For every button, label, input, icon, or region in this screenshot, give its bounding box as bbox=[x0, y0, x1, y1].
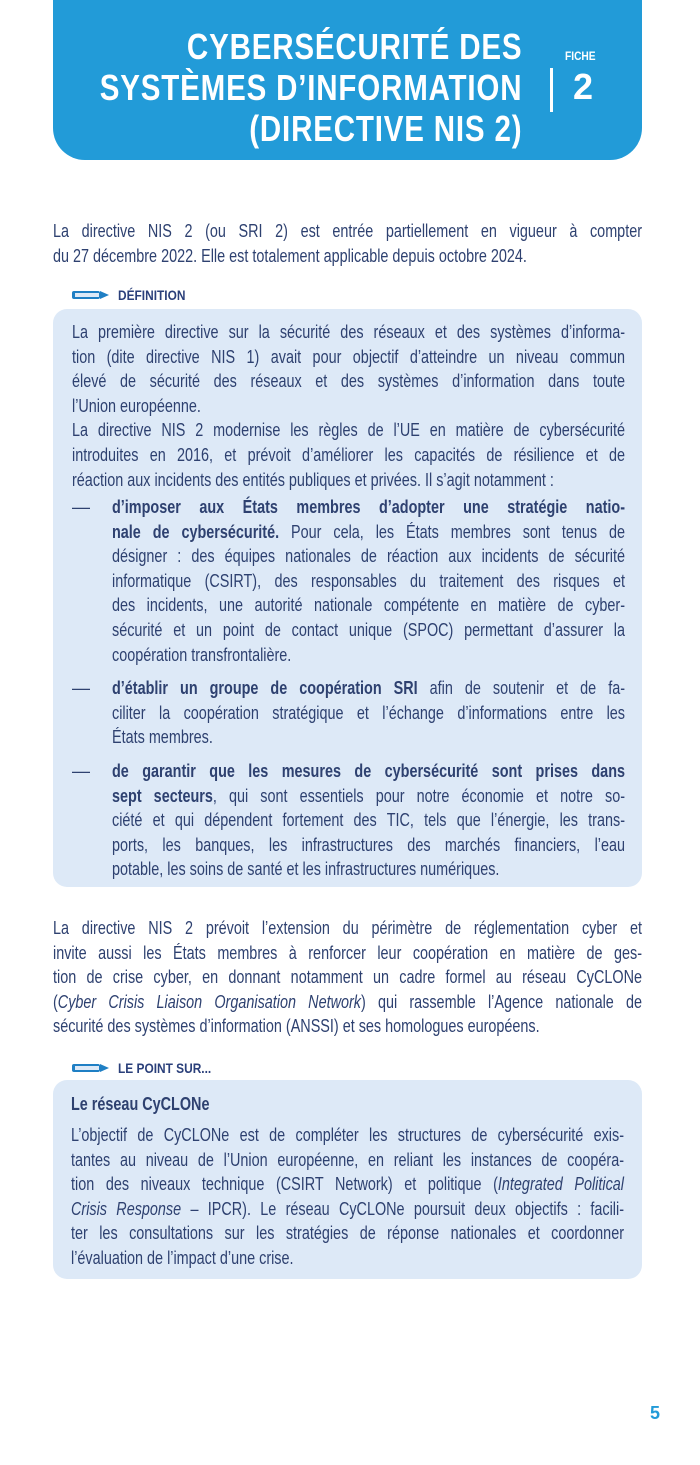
text-segment: Cyber Crisis Liaison Organisation Network bbox=[57, 991, 362, 1012]
text-line bbox=[72, 394, 625, 419]
text-line bbox=[72, 369, 625, 394]
text-line bbox=[53, 244, 642, 269]
text-segment: sécurité des systèmes d’information (ANSSI) et ses homologues européens. bbox=[53, 1016, 540, 1037]
text-line bbox=[53, 916, 642, 941]
text-line bbox=[112, 833, 625, 858]
text-segment: ter les consultations sur les stratégies de réponse nationales et coordonner bbox=[71, 1223, 624, 1244]
text-line bbox=[72, 345, 625, 370]
text-segment: tion de crise cyber, en donnant notamment un cadre formel au réseau CyCLONe bbox=[53, 967, 642, 988]
text-line bbox=[53, 1014, 642, 1039]
pencil-icon bbox=[72, 1063, 110, 1073]
text-segment: potable, les soins de santé et les infrastructures numériques. bbox=[112, 859, 500, 880]
definition-box bbox=[53, 309, 642, 887]
header-banner bbox=[53, 0, 642, 160]
text-segment: désigner : des équipes nationales de réaction aux incidents de sécurité bbox=[112, 546, 625, 567]
text-line bbox=[72, 468, 625, 493]
text-line bbox=[112, 593, 625, 618]
text-segment: tion (dite directive NIS 1) avait pour objectif d’atteindre un niveau commun bbox=[72, 346, 625, 367]
bullet-text bbox=[112, 495, 625, 667]
text-segment: tantes au niveau de l’Union européenne, en reliant les instances de coopéra- bbox=[71, 1149, 624, 1170]
text-segment: États membres. bbox=[112, 727, 213, 748]
text-line bbox=[112, 725, 625, 750]
title-line: SYSTÈMES D’INFORMATION bbox=[99, 67, 522, 108]
fiche-number: 2 bbox=[573, 66, 594, 107]
text-segment: ciliter la coopération stratégique et l’échange d’informations entre les bbox=[112, 702, 625, 723]
text-line bbox=[112, 808, 625, 833]
bullet-dash: — bbox=[72, 678, 90, 699]
point-box bbox=[53, 1080, 642, 1279]
text-line bbox=[112, 643, 625, 668]
text-line bbox=[71, 1246, 624, 1271]
bullet-text bbox=[112, 759, 625, 882]
text-segment: sécurité et un point de contact unique (SPOC) permettant d’assurer la bbox=[112, 619, 625, 640]
text-line bbox=[72, 320, 625, 345]
text-segment: du 27 décembre 2022. Elle est totalement applicable depuis octobre 2024. bbox=[53, 245, 527, 266]
text-segment: l’évaluation de l’impact d’une crise. bbox=[71, 1247, 294, 1268]
page-title bbox=[99, 26, 522, 149]
text-line bbox=[112, 857, 625, 882]
text-segment: de garantir que les mesures de cybersécurité sont prises dans bbox=[112, 761, 625, 781]
text-segment: La directive NIS 2 (ou SRI 2) est entrée partiellement en vigueur à compter bbox=[53, 221, 642, 241]
text-segment: des incidents, une autorité nationale compétente en matière de cyber- bbox=[112, 595, 625, 616]
text-line bbox=[72, 443, 625, 468]
title-line: CYBERSÉCURITÉ DES bbox=[186, 26, 523, 67]
text-segment: informatique (CSIRT), des responsables du traitement des risques et bbox=[112, 570, 625, 591]
text-line bbox=[112, 569, 625, 594]
text-segment: tion des niveaux technique (CSIRT Network) et politique ( bbox=[71, 1174, 498, 1195]
text-line bbox=[71, 1148, 624, 1173]
text-segment: ( bbox=[53, 991, 58, 1012]
text-line bbox=[53, 941, 642, 966]
divider bbox=[550, 68, 553, 112]
text-line bbox=[112, 676, 625, 701]
text-segment: invite aussi les États membres à renforcer leur coopération en matière de ges- bbox=[53, 942, 642, 963]
text-line bbox=[112, 618, 625, 643]
text-segment: – IPCR). Le réseau CyCLONe poursuit deux objectifs : facili- bbox=[181, 1198, 624, 1219]
text-segment: réaction aux incidents des entités publiques et privées. Il s’agit notamment : bbox=[72, 469, 554, 490]
intro-paragraph bbox=[53, 219, 642, 268]
text-line bbox=[53, 219, 642, 244]
definition-label-text: DÉFINITION bbox=[118, 287, 186, 303]
text-segment: ) qui rassemble l’Agence nationale de bbox=[361, 991, 643, 1012]
definition-text bbox=[72, 320, 625, 492]
text-line bbox=[71, 1123, 624, 1148]
text-segment: La directive NIS 2 modernise les règles de l’UE en matière de cybersécurité bbox=[72, 420, 625, 441]
definition-label bbox=[72, 287, 197, 303]
text-segment: L’objectif de CyCLONe est de compléter les structures de cybersécurité exis- bbox=[71, 1125, 624, 1145]
text-line bbox=[53, 965, 642, 990]
point-text bbox=[71, 1123, 624, 1271]
text-line bbox=[112, 784, 625, 809]
text-segment: Pour cela, les États membres sont tenus de bbox=[279, 521, 625, 542]
text-segment: introduites en 2016, et prévoit d’améliorer les capacités de résilience et de bbox=[72, 444, 625, 465]
text-line bbox=[53, 990, 642, 1015]
text-segment: afin de soutenir et de fa- bbox=[417, 678, 626, 699]
text-segment: élevé de sécurité des réseaux et des systèmes d’information dans toute bbox=[72, 371, 625, 392]
text-segment: ports, les banques, les infrastructures des marchés financiers, l’eau bbox=[112, 834, 625, 855]
point-label bbox=[72, 1060, 228, 1076]
text-segment: , qui sont essentiels pour notre économie et notre so- bbox=[212, 785, 626, 806]
text-segment: d’établir un groupe de coopération SRI bbox=[112, 678, 418, 699]
fiche-label: FICHE bbox=[565, 49, 596, 63]
text-segment: Integrated Political bbox=[497, 1174, 624, 1195]
bullet-dash: — bbox=[72, 497, 90, 517]
text-segment: La directive NIS 2 prévoit l’extension du périmètre de réglementation cyber et bbox=[53, 918, 642, 938]
text-segment: l’Union européenne. bbox=[72, 395, 201, 416]
text-segment: nale de cybersécurité. bbox=[112, 521, 280, 542]
point-label-text: LE POINT SUR... bbox=[118, 1060, 212, 1076]
page-number: 5 bbox=[650, 1403, 661, 1423]
text-line bbox=[112, 520, 625, 545]
text-line bbox=[112, 759, 625, 784]
text-segment: coopération transfrontalière. bbox=[112, 644, 292, 665]
text-segment: La première directive sur la sécurité des réseaux et des systèmes d’informa- bbox=[72, 322, 625, 342]
text-segment: Crisis Response bbox=[71, 1198, 182, 1219]
body-paragraph bbox=[53, 916, 642, 1039]
bullet-dash: — bbox=[72, 761, 90, 781]
title-line: (DIRECTIVE NIS 2) bbox=[248, 108, 522, 149]
point-title: Le réseau CyCLONe bbox=[71, 1094, 210, 1114]
text-segment: sept secteurs bbox=[112, 785, 213, 806]
text-line bbox=[112, 544, 625, 569]
text-line bbox=[71, 1221, 624, 1246]
text-line bbox=[72, 418, 625, 443]
text-line bbox=[71, 1197, 624, 1222]
pencil-icon bbox=[72, 290, 110, 300]
text-line bbox=[112, 701, 625, 726]
text-line bbox=[112, 495, 625, 520]
text-segment: d’imposer aux États membres d’adopter une stratégie natio- bbox=[112, 497, 625, 517]
text-segment: ciété et qui dépendent fortement des TIC, tels que l’énergie, les trans- bbox=[112, 810, 625, 831]
bullet-text bbox=[112, 676, 625, 750]
text-line bbox=[71, 1172, 624, 1197]
